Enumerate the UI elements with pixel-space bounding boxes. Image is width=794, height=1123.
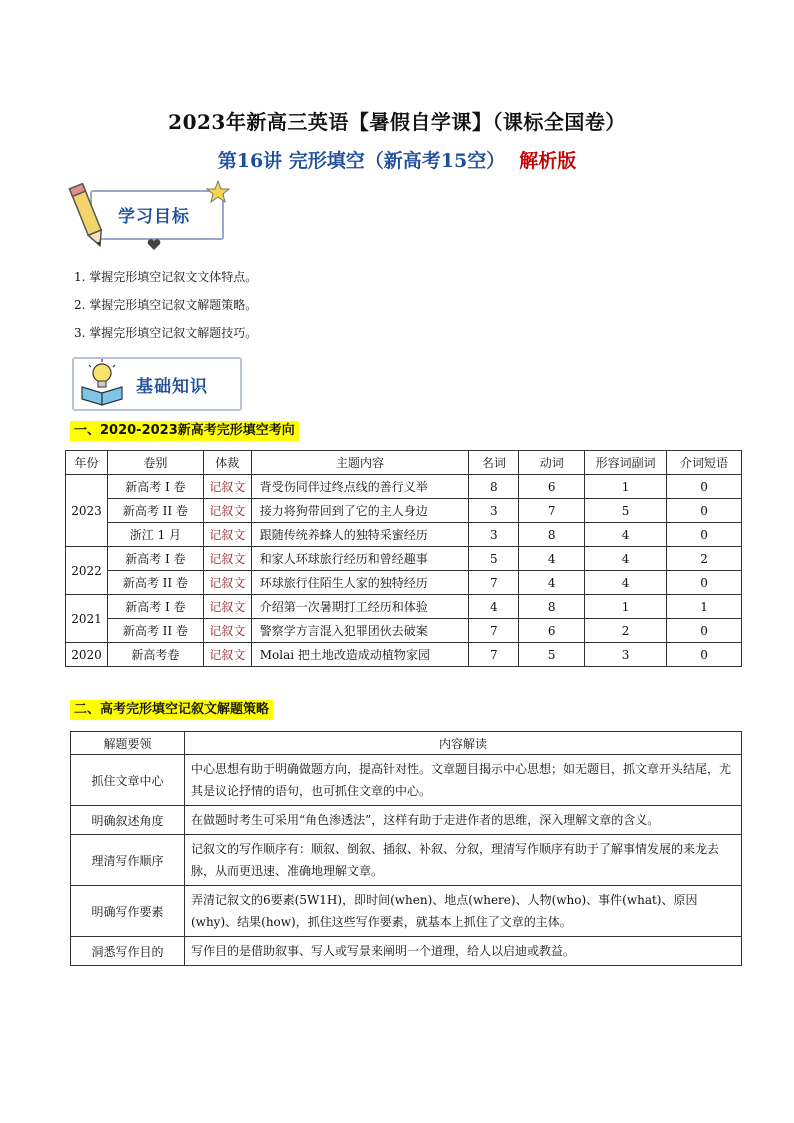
strategy-key-cell: 抓住文章中心	[71, 755, 185, 806]
year-cell: 2021	[66, 595, 108, 643]
objective-item: 3. 掌握完形填空记叙文解题技巧。	[74, 326, 258, 340]
noun-count-cell: 3	[469, 523, 519, 547]
genre-cell: 记叙文	[203, 547, 251, 571]
section2-heading: 二、高考完形填空记叙文解题策略	[70, 700, 273, 720]
objectives-label: 学习目标	[118, 207, 190, 227]
paper-cell: 新高考 I 卷	[107, 475, 203, 499]
topic-cell: 背受伤同伴过终点线的善行义举	[251, 475, 469, 499]
table-row	[71, 886, 742, 937]
year-cell: 2022	[66, 547, 108, 595]
column-header: 卷别	[107, 451, 203, 475]
table-row	[66, 595, 742, 619]
adj-adv-count-cell: 4	[585, 523, 667, 547]
document-title: 2023年新高三英语【暑假自学课】（课标全国卷）	[168, 110, 626, 134]
genre-cell: 记叙文	[203, 475, 251, 499]
strategy-detail-cell: 写作目的是借助叙事、写人或写景来阐明一个道理，给人以启迪或教益。	[185, 937, 742, 966]
noun-count-cell: 7	[469, 619, 519, 643]
basics-badge	[72, 357, 242, 411]
strategy-detail-cell: 弄清记叙文的6要素(5W1H)，即时间(when)、地点(where)、人物(who)、事件(what)、原因(why)、结果(how)，抓住这些写作要素，就基本上抓住了文章的主体。	[185, 886, 742, 937]
subtitle-text: 第16讲 完形填空（新高考15空）	[217, 150, 506, 172]
section1-heading: 一、2020-2023新高考完形填空考向	[70, 421, 299, 441]
column-header: 解题要领	[71, 732, 185, 755]
verb-count-cell: 8	[519, 523, 585, 547]
column-header: 形容词副词	[585, 451, 667, 475]
paper-cell: 新高考 I 卷	[107, 595, 203, 619]
column-header: 体裁	[203, 451, 251, 475]
column-header: 主题内容	[251, 451, 469, 475]
genre-cell: 记叙文	[203, 571, 251, 595]
column-header: 介词短语	[667, 451, 742, 475]
genre-cell: 记叙文	[203, 499, 251, 523]
adj-adv-count-cell: 5	[585, 499, 667, 523]
noun-count-cell: 7	[469, 571, 519, 595]
basics-label: 基础知识	[136, 377, 208, 397]
verb-count-cell: 6	[519, 475, 585, 499]
strategy-detail-cell: 中心思想有助于明确做题方向，提高针对性。文章题目揭示中心思想；如无题目，抓文章开头结尾，尤其是议论抒情的语句，也可抓住文章的中心。	[185, 755, 742, 806]
paper-cell: 新高考卷	[107, 643, 203, 667]
verb-count-cell: 4	[519, 571, 585, 595]
table-row	[66, 499, 742, 523]
adj-adv-count-cell: 4	[585, 547, 667, 571]
column-header: 动词	[519, 451, 585, 475]
topic-cell: 警察学方言混入犯罪团伙去破案	[251, 619, 469, 643]
adj-adv-count-cell: 1	[585, 475, 667, 499]
table-row	[66, 523, 742, 547]
strategy-key-cell: 明确写作要素	[71, 886, 185, 937]
adj-adv-count-cell: 2	[585, 619, 667, 643]
prep-phrase-count-cell: 1	[667, 595, 742, 619]
objective-item: 2. 掌握完形填空记叙文解题策略。	[74, 298, 258, 312]
paper-cell: 新高考 II 卷	[107, 499, 203, 523]
strategy-detail-cell: 在做题时考生可采用“角色渗透法”，这样有助于走进作者的思维，深入理解文章的含义。	[185, 806, 742, 835]
paper-cell: 新高考 II 卷	[107, 619, 203, 643]
column-header: 内容解读	[185, 732, 742, 755]
topic-cell: 接力将狗带回到了它的主人身边	[251, 499, 469, 523]
paper-cell: 新高考 II 卷	[107, 571, 203, 595]
paper-cell: 新高考 I 卷	[107, 547, 203, 571]
strategy-key-cell: 明确叙述角度	[71, 806, 185, 835]
verb-count-cell: 7	[519, 499, 585, 523]
noun-count-cell: 3	[469, 499, 519, 523]
prep-phrase-count-cell: 0	[667, 571, 742, 595]
table-header-row	[66, 451, 742, 475]
table-row	[71, 806, 742, 835]
objectives-list	[74, 263, 257, 347]
topic-cell: 环球旅行住陌生人家的独特经历	[251, 571, 469, 595]
prep-phrase-count-cell: 0	[667, 499, 742, 523]
noun-count-cell: 4	[469, 595, 519, 619]
prep-phrase-count-cell: 0	[667, 643, 742, 667]
document-subtitle	[0, 146, 794, 173]
pencil-icon	[68, 180, 108, 252]
table-row	[71, 755, 742, 806]
topic-cell: 跟随传统养蜂人的独特采蜜经历	[251, 523, 469, 547]
year-cell: 2023	[66, 475, 108, 547]
table-row	[71, 835, 742, 886]
table-header-row	[71, 732, 742, 755]
exam-trends-table	[65, 450, 742, 667]
table-row	[71, 937, 742, 966]
table-row	[66, 643, 742, 667]
strategy-key-cell: 洞悉写作目的	[71, 937, 185, 966]
prep-phrase-count-cell: 0	[667, 523, 742, 547]
noun-count-cell: 8	[469, 475, 519, 499]
strategy-table	[70, 731, 742, 966]
genre-cell: 记叙文	[203, 595, 251, 619]
genre-cell: 记叙文	[203, 619, 251, 643]
topic-cell: Molai 把土地改造成动植物家园	[251, 643, 469, 667]
book-lightbulb-icon	[78, 359, 128, 407]
subtitle-tag: 解析版	[519, 150, 577, 172]
star-icon	[206, 180, 230, 204]
paper-cell: 浙江 1 月	[107, 523, 203, 547]
table-row	[66, 571, 742, 595]
verb-count-cell: 8	[519, 595, 585, 619]
table-row	[66, 619, 742, 643]
heart-icon	[147, 239, 161, 251]
objective-item: 1. 掌握完形填空记叙文文体特点。	[74, 270, 258, 284]
noun-count-cell: 5	[469, 547, 519, 571]
verb-count-cell: 5	[519, 643, 585, 667]
table-row	[66, 475, 742, 499]
adj-adv-count-cell: 3	[585, 643, 667, 667]
prep-phrase-count-cell: 0	[667, 475, 742, 499]
prep-phrase-count-cell: 0	[667, 619, 742, 643]
year-cell: 2020	[66, 643, 108, 667]
column-header: 名词	[469, 451, 519, 475]
strategy-detail-cell: 记叙文的写作顺序有：顺叙、倒叙、插叙、补叙、分叙，理清写作顺序有助于了解事情发展的来龙去脉，从而更迅速、准确地理解文章。	[185, 835, 742, 886]
prep-phrase-count-cell: 2	[667, 547, 742, 571]
column-header: 年份	[66, 451, 108, 475]
table-row	[66, 547, 742, 571]
strategy-key-cell: 理清写作顺序	[71, 835, 185, 886]
topic-cell: 和家人环球旅行经历和曾经趣事	[251, 547, 469, 571]
objectives-badge	[68, 180, 232, 252]
verb-count-cell: 6	[519, 619, 585, 643]
topic-cell: 介绍第一次暑期打工经历和体验	[251, 595, 469, 619]
noun-count-cell: 7	[469, 643, 519, 667]
adj-adv-count-cell: 4	[585, 571, 667, 595]
verb-count-cell: 4	[519, 547, 585, 571]
genre-cell: 记叙文	[203, 643, 251, 667]
genre-cell: 记叙文	[203, 523, 251, 547]
adj-adv-count-cell: 1	[585, 595, 667, 619]
